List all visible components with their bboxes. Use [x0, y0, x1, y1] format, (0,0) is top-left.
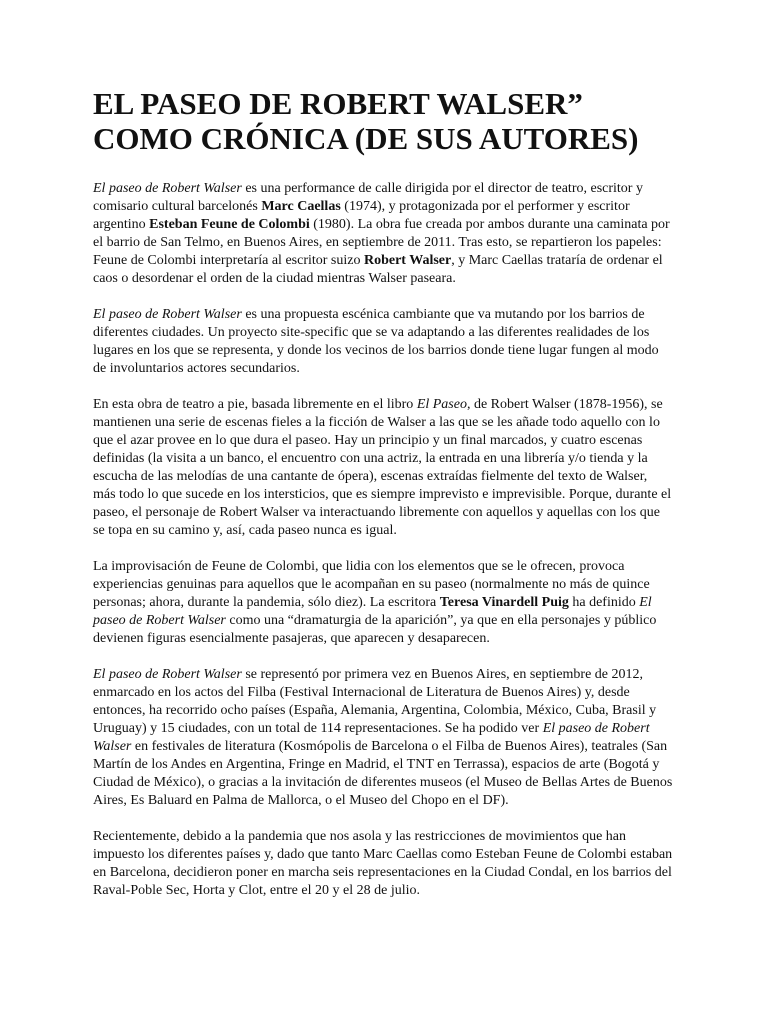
paragraph-6 [93, 828, 673, 900]
work-title: El paseo de Robert Walser [93, 595, 652, 628]
title-line-1: EL PASEO DE ROBERT WALSER” [93, 86, 583, 121]
person-name: Marc Caellas [261, 199, 341, 214]
text-run: ha definido [568, 595, 640, 610]
page-title [93, 86, 673, 156]
work-title: El paseo de Robert Walser [93, 667, 242, 682]
text-run: Recientemente, debido a la pandemia que nos asola y las restricciones de movimientos que han impuesto los diferentes países y, dado que tanto Marc Caellas como Esteban Feune de Colombi estaban en Barcelona, decidieron poner en marcha seis representaciones en la Ciudad Condal, en los barrios del Raval-Poble Sec, Horta y Clot, entre el 20 y el 28 de julio. [93, 829, 673, 898]
paragraph-4 [93, 558, 673, 648]
paragraph-3 [93, 396, 673, 540]
paragraph-5 [93, 666, 673, 810]
text-run: (1980). La obra fue creada por ambos durante una caminata por el barrio de San Telmo, en Buenos Aires, en septiembre de 2011. Tras esto, se repartieron los papeles: Feune de Colombi interpretaría al escritor suizo [93, 217, 670, 268]
paragraph-1 [93, 180, 673, 288]
text-run: se representó por primera vez en Buenos Aires, en septiembre de 2012, enmarcado en los actos del Filba (Festival Internacional de Literatura de Buenos Aires) y, desde entonces, ha recorrido ocho países (España, Alemania, Argentina, Colombia, México, Cuba, Brasil y Uruguay) y 15 ciudades, con un total de 114 representaciones. Se ha podido ver [93, 667, 657, 736]
text-run: es una performance de calle dirigida por el director de teatro, escritor y comisario cultural barcelonés [93, 181, 643, 214]
text-run: en festivales de literatura (Kosmópolis de Barcelona o el Filba de Buenos Aires), teatrales (San Martín de los Andes en Argentina, Fringe en Madrid, el TNT en Terrassa), espacios de arte (Bogotá y Ciudad de México), o gracias a la invitación de diferentes museos (el Museo de Bellas Artes de Buenos Aires, Es Baluard en Palma de Mallorca, o el Museo del Chopo en el DF). [93, 739, 673, 808]
text-run: La improvisación de Feune de Colombi, que lidia con los elementos que se le ofrecen, provoca experiencias genuinas para aquellos que le acompañan en su paseo (normalmente no más de quince personas; ahora, durante la pandemia, sólo diez). La escritora [93, 559, 650, 610]
text-run: (1974), y protagonizada por el performer y escritor argentino [93, 199, 630, 232]
person-name: Teresa Vinardell Puig [439, 595, 569, 610]
text-run: es una propuesta escénica cambiante que va mutando por los barrios de diferentes ciudades. Un proyecto site-specific que se va adaptando a las diferentes realidades de los lugares en los que se representa, y donde los vecinos de los barrios donde tiene lugar fungen al modo de involuntarios actores secundarios. [93, 307, 659, 376]
document-body [93, 86, 673, 918]
text-run: como una “dramaturgia de la aparición”, ya que en ella personajes y público devienen figuras esencialmente pasajeras, que aparecen y desaparecen. [93, 613, 657, 646]
text-run: , de Robert Walser (1878-1956), se mantienen una serie de escenas fieles a la ficción de Walser a las que se les añade todo aquello con lo que el azar provee en lo que dura el paseo. Hay un principio y un final marcados, y cuatro escenas definidas (la visita a un banco, el encuentro con una actriz, la entrada en una librería y/o tienda y la escucha de las melodías de una cantante de ópera), escenas extraídas fielmente del texto de Walser, más todo lo que sucede en los intersticios, que es siempre imprevisto e imprevisible. Porque, durante el paseo, el personaje de Robert Walser va interactuando libremente con aquellos y aquellas con los que se topa en su camino y, así, cada paseo nunca es igual. [93, 397, 672, 538]
work-title: El paseo de Robert Walser [93, 181, 242, 196]
text-run: En esta obra de teatro a pie, basada libremente en el libro [93, 397, 417, 412]
person-name: Esteban Feune de Colombi [149, 217, 310, 232]
work-title: El paseo de Robert Walser [93, 307, 242, 322]
text-run: , y Marc Caellas trataría de ordenar el caos o desordenar el orden de la ciudad mientras Walser paseara. [93, 253, 663, 286]
person-name: Robert Walser [363, 253, 452, 268]
paragraph-2 [93, 306, 673, 378]
work-title: El paseo de Robert Walser [93, 721, 650, 754]
book-title: El Paseo [416, 397, 467, 412]
title-line-2: COMO CRÓNICA (DE SUS AUTORES) [93, 121, 639, 156]
